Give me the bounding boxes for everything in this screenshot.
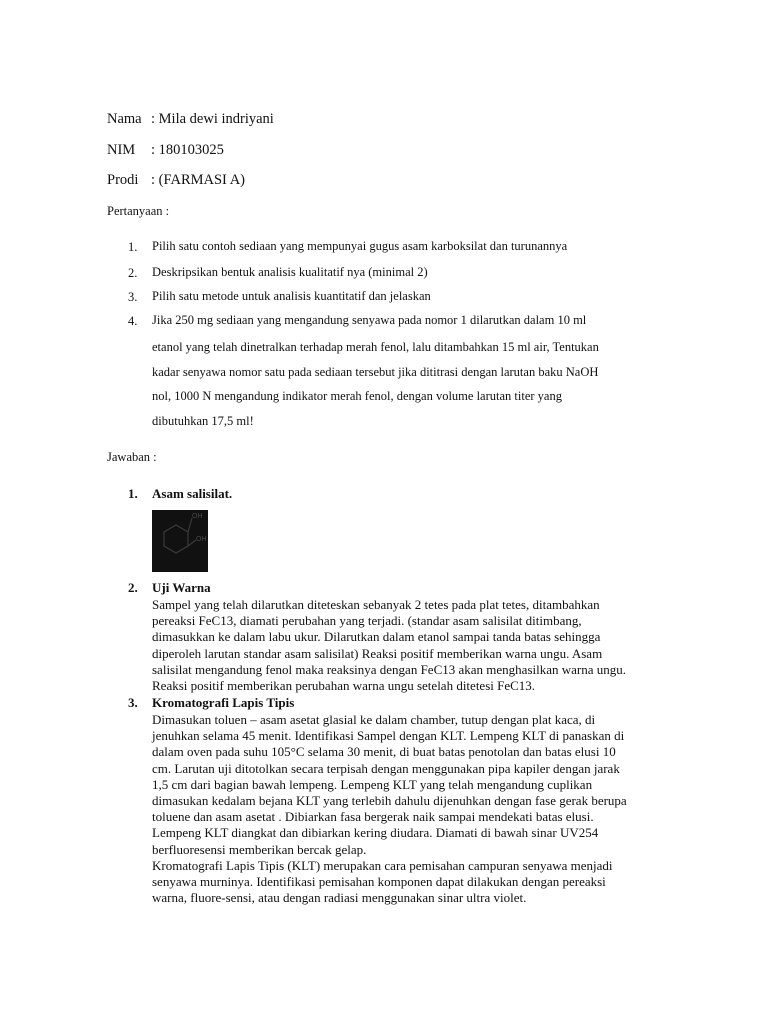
paragraph-line: Kromatografi Lapis Tipis (KLT) merupakan cara pemisahan campuran senyawa menjadi bbox=[152, 857, 613, 873]
question-number: 2. bbox=[128, 266, 138, 280]
paragraph-line: Sampel yang telah dilarutkan diteteskan sebanyak 2 tetes pada plat tetes, ditambahkan bbox=[152, 597, 600, 612]
nim-value: : 180103025 bbox=[151, 142, 224, 158]
question-text-line: kadar senyawa nomor satu pada sediaan tersebut jika dititrasi dengan larutan baku NaOH bbox=[152, 365, 599, 379]
paragraph-line: jenuhkan selama 45 menit. Identifikasi Sampel dengan KLT. Lempeng KLT di panaskan di bbox=[152, 728, 625, 744]
paragraph-line: senyawa murninya. Identifikasi pemisahan komponen dapat dilakukan dengan pereaksi bbox=[152, 874, 606, 890]
paragraph-line: Reaksi positif memberikan perubahan warna ungu setelah ditetesi FeC13. bbox=[152, 678, 536, 694]
question-text: Deskripsikan bentuk analisis kualitatif nya (minimal 2) bbox=[152, 265, 428, 279]
answer-number: 2. bbox=[128, 580, 138, 595]
nim-label: NIM bbox=[107, 142, 136, 158]
oh-label-side: OH bbox=[196, 536, 207, 543]
prodi-value: : (FARMASI A) bbox=[151, 172, 245, 188]
prodi-label: Prodi bbox=[107, 172, 139, 188]
question-number: 1. bbox=[128, 240, 138, 254]
question-text-line: dibutuhkan 17,5 ml! bbox=[152, 414, 254, 428]
question-number: 4. bbox=[128, 314, 138, 328]
paragraph-line: dimasukkan ke dalam labu ukur. Dilarutkan dalam etanol sampai tanda batas sehingga bbox=[152, 629, 601, 645]
answer-number: 3. bbox=[128, 695, 138, 710]
name-value: : Mila dewi indriyani bbox=[151, 111, 274, 127]
question-number: 3. bbox=[128, 290, 138, 304]
question-text-line: nol, 1000 N mengandung indikator merah fenol, dengan volume larutan titer yang bbox=[152, 389, 562, 403]
question-text-line: etanol yang telah dinetralkan terhadap merah fenol, lalu ditambahkan 15 ml air, Tentukan bbox=[152, 340, 599, 354]
paragraph-line: warna, fluore-sensi, atau dengan radiasi menggunakan sinar ultra violet. bbox=[152, 890, 527, 906]
name-label: Nama bbox=[107, 111, 142, 127]
answer-title: Asam salisilat. bbox=[152, 486, 233, 501]
question-text-line: Jika 250 mg sediaan yang mengandung senyawa pada nomor 1 dilarutkan dalam 10 ml bbox=[152, 313, 587, 327]
oh-label-top: OH bbox=[192, 513, 203, 520]
paragraph-line: dimasukan kedalam bejana KLT yang terlebih dahulu dijenuhkan dengan fase gerak berupa bbox=[152, 793, 627, 809]
paragraph-line: berfluoresensi memberikan bercak gelap. bbox=[152, 841, 367, 857]
question-text: Pilih satu contoh sediaan yang mempunyai gugus asam karboksilat dan turunannya bbox=[152, 239, 568, 253]
question-text: Pilih satu metode untuk analisis kuantitatif dan jelaskan bbox=[152, 289, 431, 303]
paragraph-line: 1,5 cm dari bagian bawah lempeng. Lempeng KLT yang telah mengandung cuplikan bbox=[152, 776, 593, 792]
salicylic-acid-structure-image bbox=[152, 510, 208, 572]
paragraph-line: dalam oven pada suhu 105°C selama 30 menit, di buat batas penotolan dan batas elusi 10 bbox=[152, 744, 616, 760]
paragraph-line: diperoleh larutan standar asam salisilat) Reaksi positif memberikan warna ungu. Asam bbox=[152, 645, 603, 661]
answer-number: 1. bbox=[128, 486, 138, 501]
answer-paragraph bbox=[152, 597, 672, 694]
paragraph-line: cm. Larutan uji ditotolkan secara terpisah dengan menggunakan pipa kapiler dengan jarak bbox=[152, 760, 620, 776]
paragraph-line: pereaksi FeC13, diamati perubahan yang terjadi. (standar asam salisilat ditimbang, bbox=[152, 613, 582, 629]
answers-heading: Jawaban : bbox=[107, 450, 157, 464]
answer-paragraph bbox=[152, 712, 672, 906]
questions-heading: Pertanyaan : bbox=[107, 204, 170, 218]
paragraph-line: Lempeng KLT diangkat dan dibiarkan kering diudara. Diamati di bawah sinar UV254 bbox=[152, 825, 599, 841]
paragraph-line: Dimasukan toluen – asam asetat glasial ke dalam chamber, tutup dengan plat kaca, di bbox=[152, 712, 596, 727]
answer-title: Uji Warna bbox=[152, 580, 211, 595]
answer-title: Kromatografi Lapis Tipis bbox=[152, 695, 295, 710]
molecule-drawing bbox=[152, 510, 208, 572]
paragraph-line: toluene dan asam asetat . Dibiarkan fasa bergerak naik sampai mendekati batas elusi. bbox=[152, 809, 594, 825]
paragraph-line: salisilat mengandung fenol maka reaksinya dengan FeC13 akan menghasilkan warna ungu. bbox=[152, 661, 627, 677]
